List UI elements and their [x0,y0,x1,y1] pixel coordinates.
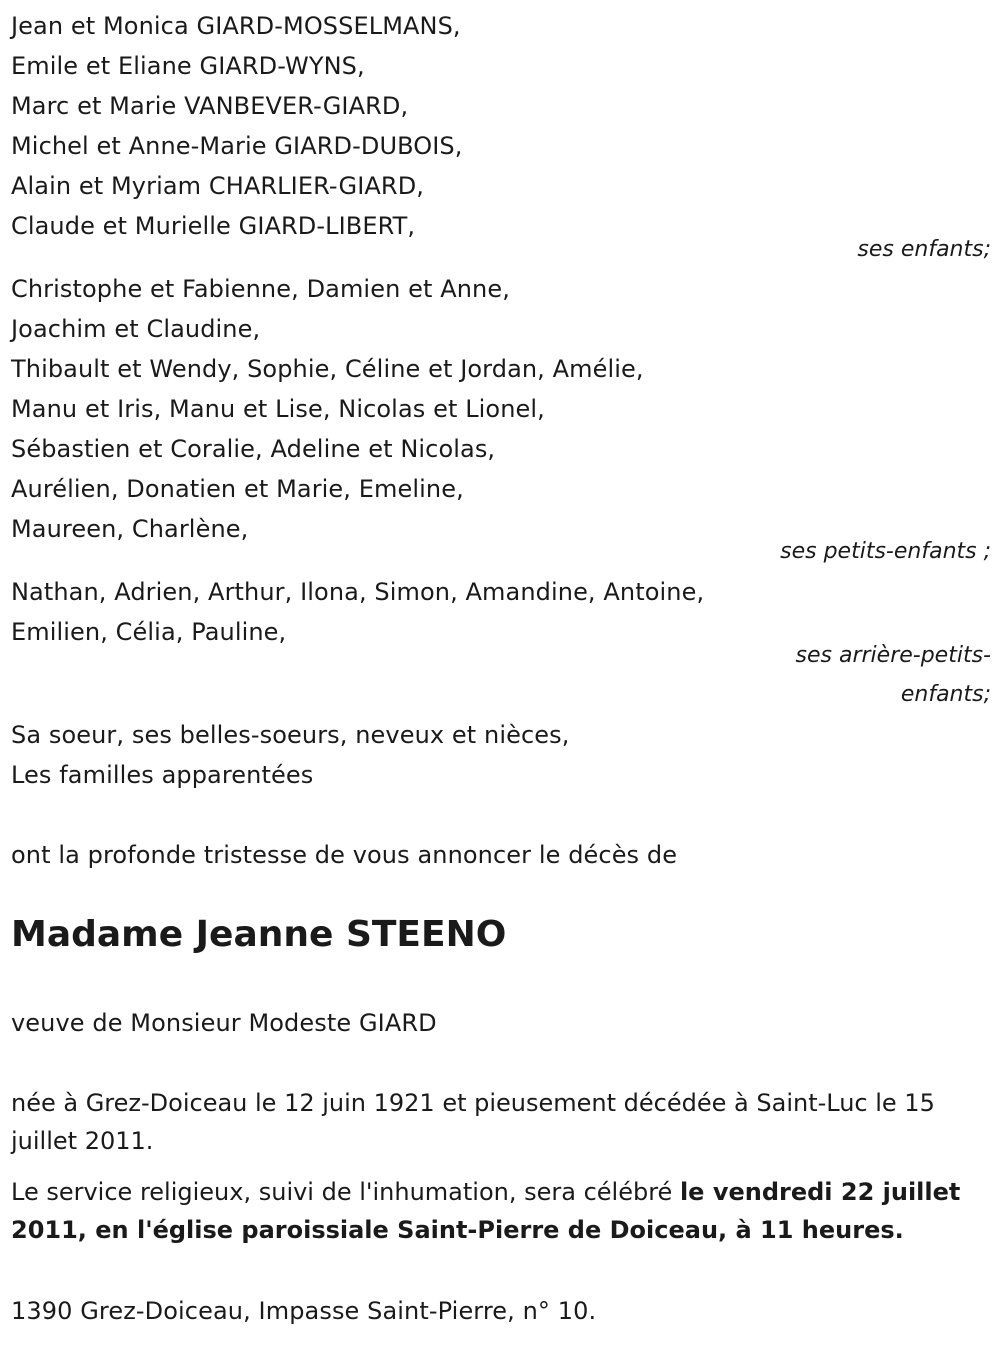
family-line: Manu et Iris, Manu et Lise, Nicolas et Lionel, [11,395,545,423]
family-line: Alain et Myriam CHARLIER-GIARD, [11,172,424,200]
widow-of-text: veuve de Monsieur Modeste GIARD [11,1009,437,1037]
deceased-name: Madame Jeanne STEENO [11,914,507,955]
family-line: Christophe et Fabienne, Damien et Anne, [11,275,510,303]
family-line: Aurélien, Donatien et Marie, Emeline, [11,475,464,503]
service-details: le vendredi 22 juillet 2011, en l'église paroissiale Saint-Pierre de Doiceau, à 11 heures. [11,1178,961,1244]
other-family-section [11,715,991,795]
family-line: Emile et Eliane GIARD-WYNS, [11,52,365,80]
family-line: Thibault et Wendy, Sophie, Céline et Jordan, Amélie, [11,355,644,383]
great-grandchildren-role-label-cont: enfants; [900,682,991,707]
great-grandchildren-role-label: ses arrière-petits- [795,643,991,668]
family-line: Emilien, Célia, Pauline, [11,618,287,646]
grandchildren-section [11,269,991,549]
family-line: Marc et Marie VANBEVER-GIARD, [11,92,409,120]
family-line: Nathan, Adrien, Arthur, Ilona, Simon, Amandine, Antoine, [11,578,705,606]
service-text [11,1173,986,1249]
family-line: Maureen, Charlène, [11,515,249,543]
family-line: Sébastien et Coralie, Adeline et Nicolas, [11,435,496,463]
family-line: Michel et Anne-Marie GIARD-DUBOIS, [11,132,463,160]
service-intro: Le service religieux, suivi de l'inhumation, sera célébré [11,1178,680,1206]
children-role-label: ses enfants; [857,237,991,262]
grandchildren-role-label: ses petits-enfants ; [780,539,991,564]
family-line: Claude et Murielle GIARD-LIBERT, [11,212,416,240]
family-line: Les familles apparentées [11,761,314,789]
children-section [11,6,991,246]
family-line: Sa soeur, ses belles-soeurs, neveux et nièces, [11,721,570,749]
birth-death-text: née à Grez-Doiceau le 12 juin 1921 et pieusement décédée à Saint-Luc le 15 juillet 2011. [11,1089,935,1155]
address-text: 1390 Grez-Doiceau, Impasse Saint-Pierre, n° 10. [11,1297,597,1325]
announcement-text: ont la profonde tristesse de vous annoncer le décès de [11,841,678,869]
family-line: Joachim et Claudine, [11,315,261,343]
family-line: Jean et Monica GIARD-MOSSELMANS, [11,12,461,40]
